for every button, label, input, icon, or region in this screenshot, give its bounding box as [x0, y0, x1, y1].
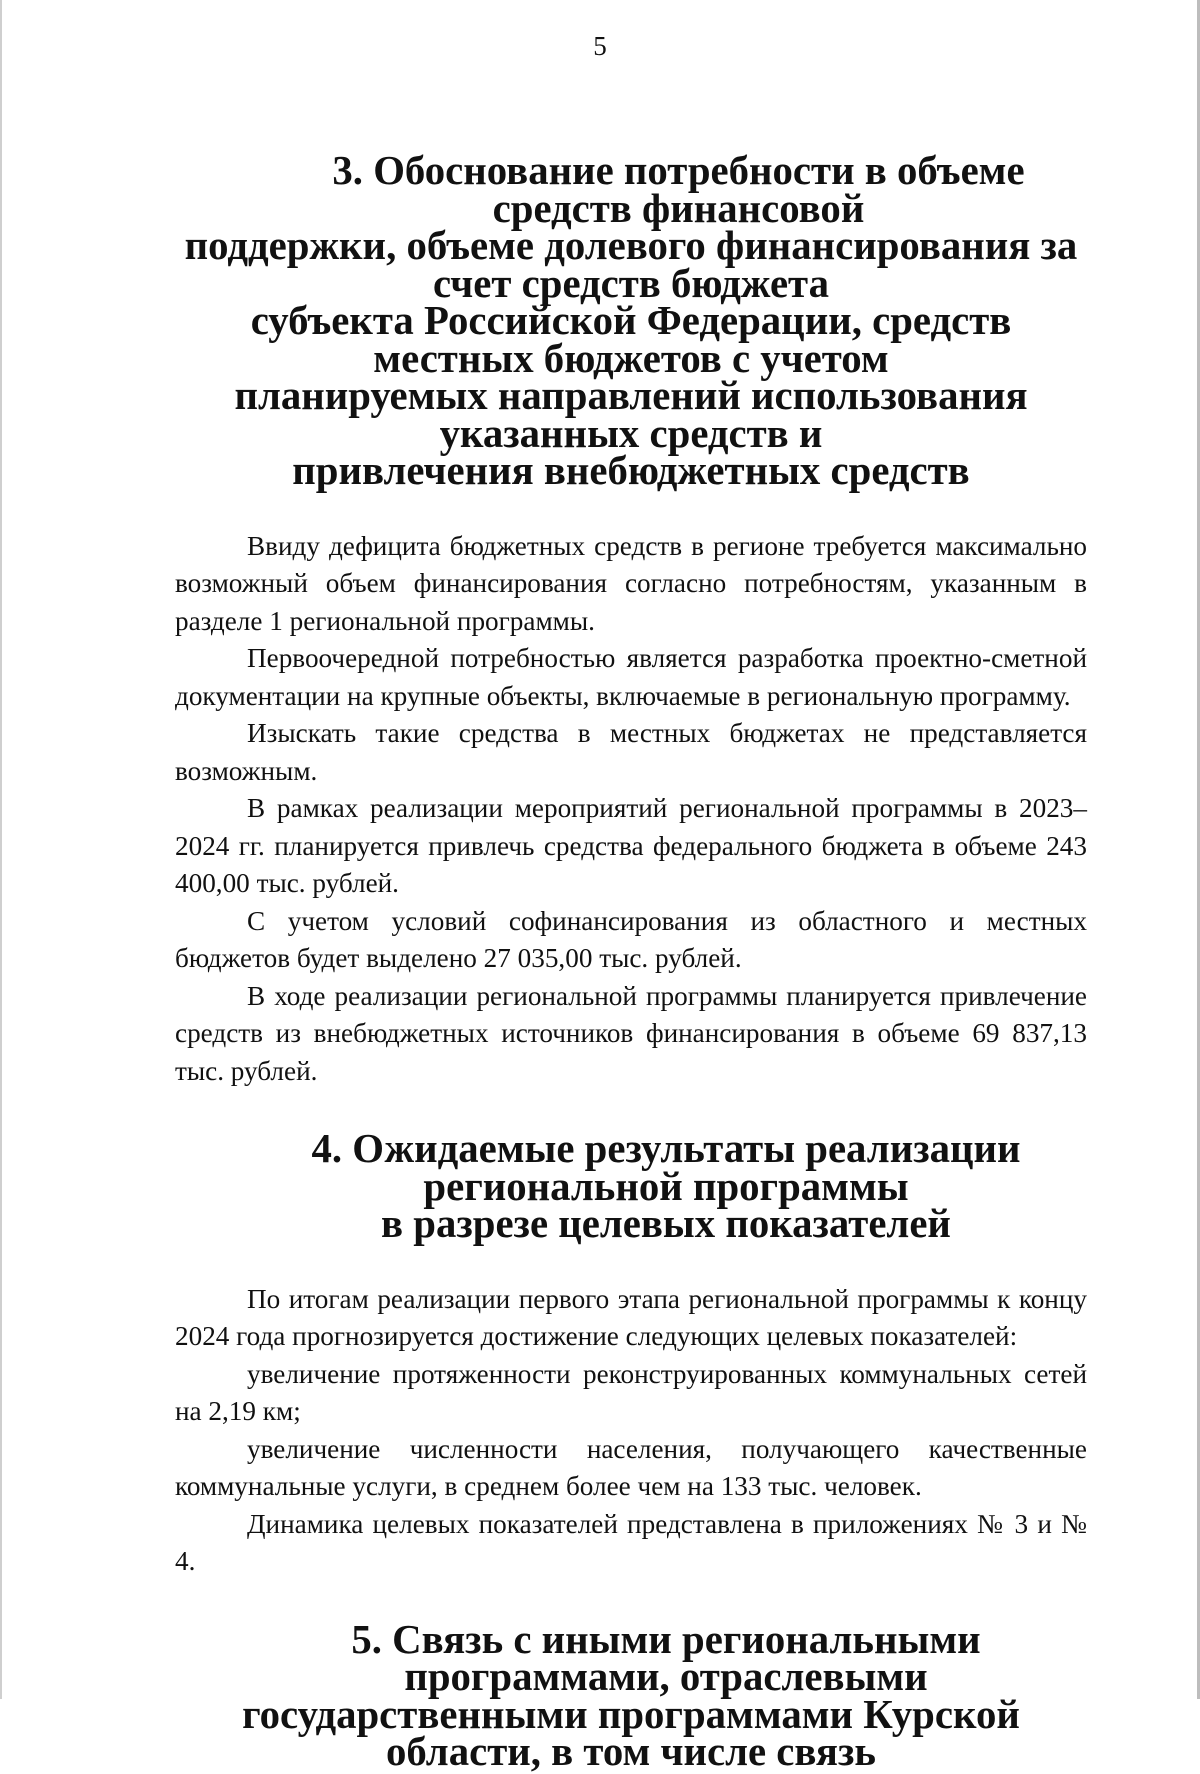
paragraph: По итогам реализации первого этапа региональной программы к концу 2024 года прогнозируется достижение следующих целевых показателей:	[175, 1283, 1087, 1351]
heading-line: 5. Связь с иными региональными программами, отраслевыми	[351, 1616, 981, 1699]
spacer	[175, 490, 1087, 528]
paragraph: Динамика целевых показателей представлена в приложениях № 3 и № 4.	[175, 1508, 1087, 1576]
spacer	[175, 1090, 1087, 1130]
paragraph: В ходе реализации региональной программы планируется привлечение средств из внебюджетных источников финансирования в объеме 69 837,13 тыс. рублей.	[175, 980, 1087, 1086]
paragraph: Ввиду дефицита бюджетных средств в регионе требуется максимально возможный объем финансирования согласно потребностям, указанным в разделе 1 региональной программы.	[175, 530, 1087, 636]
section-3-heading	[175, 148, 1087, 493]
heading-line: 3. Обоснование потребности в объеме средств финансовой	[332, 148, 1025, 231]
heading-line: в разрезе целевых показателей	[381, 1201, 951, 1246]
section-4-heading	[175, 1126, 1087, 1246]
heading-line: поддержки, объеме долевого финансирования за счет средств бюджета	[184, 223, 1078, 306]
heading-line: 4. Ожидаемые результаты реализации региональной программы	[311, 1126, 1021, 1209]
paragraph: увеличение численности населения, получающего качественные коммунальные услуги, в среднем более чем на 133 тыс. человек.	[175, 1433, 1087, 1501]
paragraph: увеличение протяженности реконструированных коммунальных сетей на 2,19 км;	[175, 1358, 1087, 1426]
heading-line: субъекта Российской Федерации, средств местных бюджетов с учетом	[250, 298, 1012, 381]
spacer	[175, 1581, 1087, 1621]
document-body	[175, 148, 1087, 1774]
heading-line: планируемых направлений использования указанных средств и	[234, 373, 1028, 456]
section-5-heading	[175, 1616, 1087, 1774]
spacer	[175, 1243, 1087, 1281]
paragraph: Изыскать такие средства в местных бюджетах не представляется возможным.	[175, 718, 1087, 786]
heading-line: государственными программами Курской области, в том числе связь	[242, 1691, 1020, 1774]
page-number: 5	[593, 31, 607, 61]
paragraph: В рамках реализации мероприятий региональной программы в 2023–2024 гг. планируется привлечь средства федерального бюджета в объеме 243 400,00 тыс. рублей.	[175, 793, 1087, 898]
scan-edge-left	[0, 0, 2, 1699]
paragraph: С учетом условий софинансирования из областного и местных бюджетов будет выделено 27 035,00 тыс. рублей.	[175, 905, 1087, 973]
paragraph: Первоочередной потребностью является разработка проектно-сметной документации на крупные объекты, включаемые в региональную программу.	[175, 643, 1087, 711]
heading-line: привлечения внебюджетных средств	[292, 448, 970, 493]
